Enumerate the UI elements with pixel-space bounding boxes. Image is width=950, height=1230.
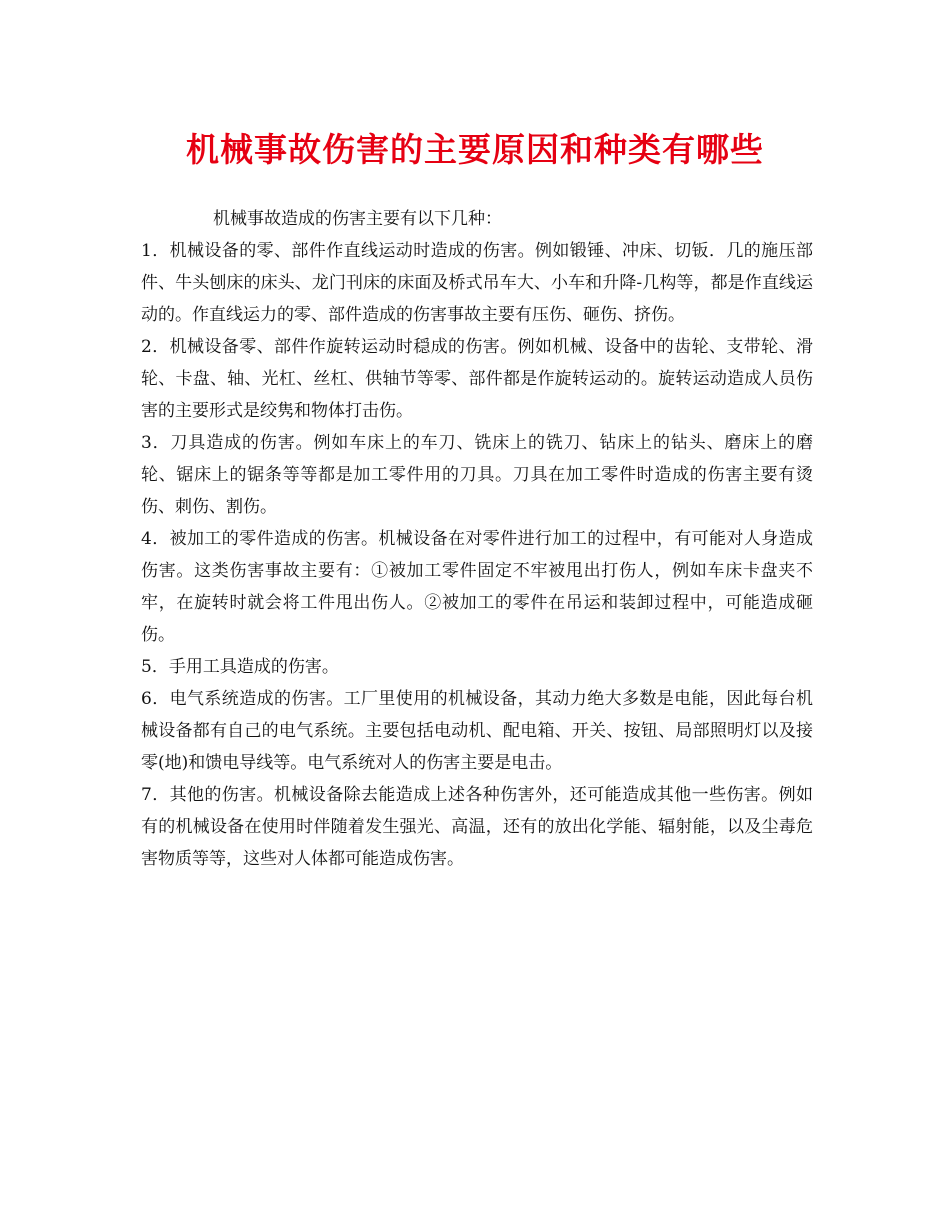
paragraph-2: 2．机械设备零、部件作旋转运动时穏成的伤害。例如机械、设备中的齿轮、支带轮、滑轮、卡盘、轴、光杠、丝杠、供轴节等零、部件都是作旋转运动的。旋转运动造成人员伤害的主要形式是绞隽和物体打击伤。 xyxy=(141,337,813,421)
paragraph-3: 3．刀具造成的伤害。例如车床上的车刀、铣床上的铣刀、钻床上的钻头、磨床上的磨轮、锯床上的锯条等等都是加工零件用的刀具。刀具在加工零件时造成的伤害主要有烫伤、刺伤、割伤。 xyxy=(141,433,813,517)
document-body xyxy=(141,203,813,875)
paragraph-7: 7．其他的伤害。机械设备除去能造成上述各种伤害外，还可能造成其他一些伤害。例如有的机械设备在使用时伴随着发生强光、高温，还有的放出化学能、辐射能，以及尘毒危害物质等等，这些对人体都可能造成伤害。 xyxy=(141,785,813,869)
paragraph-6: 6．电气系统造成的伤害。工厂里使用的机械设备，其动力绝大多数是电能，因此每台机械设备都有自己的电气系统。主要包括电动机、配电箱、开关、按钮、局部照明灯以及接零(地)和馈电导线等。电气系统对人的伤害主要是电击。 xyxy=(141,689,813,773)
paragraph-1: 1．机械设备的零、部件作直线运动时造成的伤害。例如锻锤、冲床、切钣．几的施压部件、牛头刨床的床头、龙门刊床的床面及桥式吊车大、小车和升降-几构等，都是作直线运动的。作直线运力的零、部件造成的伤害事故主要有压伤、砸伤、挤伤。 xyxy=(141,241,813,325)
document-title: 机械事故伤害的主要原因和种类有哪些 xyxy=(186,130,764,169)
paragraph-4: 4．被加工的零件造成的伤害。机械设备在对零件进行加工的过程中，有可能对人身造成伤害。这类伤害事故主要有：①被加工零件固定不牢被甩出打伤人，例如车床卡盘夹不牢，在旋转时就会将工件甩出伤人。②被加工的零件在吊运和装卸过程中，可能造成砸伤。 xyxy=(141,529,813,645)
intro-paragraph: 机械事故造成的伤害主要有以下几种： xyxy=(213,209,502,229)
paragraph-5: 5．手用工具造成的伤害。 xyxy=(141,657,339,677)
